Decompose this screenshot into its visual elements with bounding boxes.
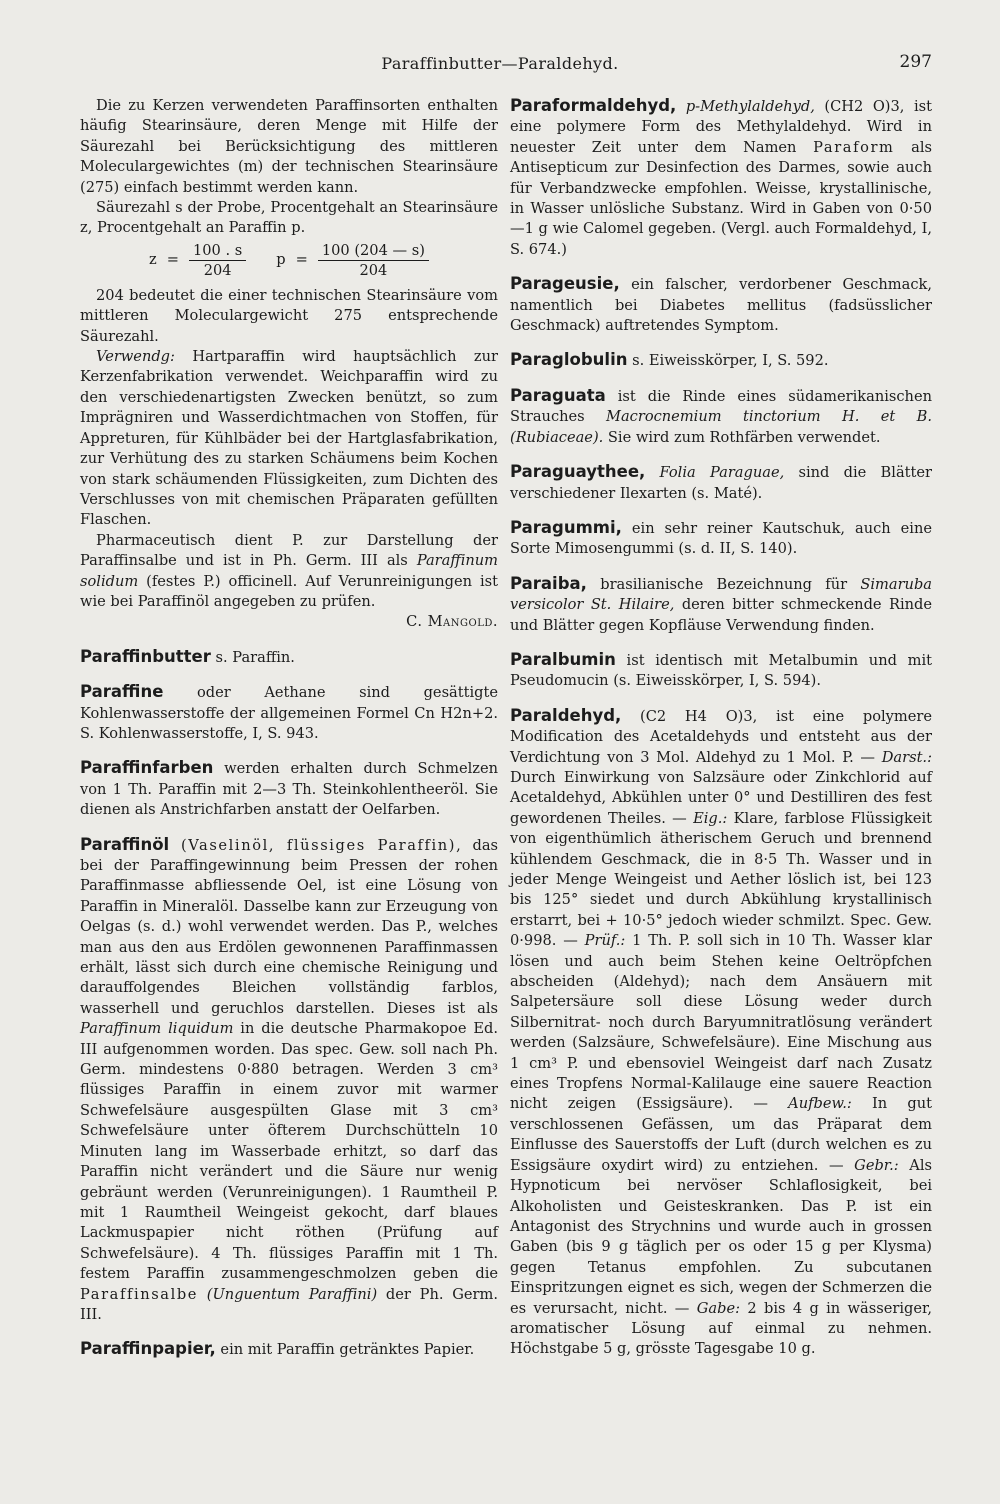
headword-paralbumin: Paralbumin	[510, 649, 616, 669]
entry-parageusie: Parageusie, ein falscher, verdorbener Geschmack, namentlich bei Diabetes mellitus (fadsüsslicher Geschmack) auftretendes Symptom.	[510, 274, 932, 335]
headword-paraguata: Paraguata	[510, 385, 606, 405]
formula-p-eq: =	[295, 251, 308, 269]
formula-z-numerator: 100 . s	[189, 241, 246, 261]
entry-paralbumin: Paralbumin ist identisch mit Metalbumin und mit Pseudomucin (s. Eiweisskörper, I, S. 594).	[510, 649, 932, 690]
entry-paraguaythee: Paraguaythee, Folia Paraguae, sind die Blätter verschiedener Ilexarten (s. Maté).	[510, 462, 932, 502]
headword-paraiba: Paraiba,	[510, 573, 587, 593]
headword-paragummi: Paragummi,	[510, 517, 622, 537]
left-column	[80, 96, 498, 1361]
entry-paraffinoel: Paraffinöl (Vaselinöl, flüssiges Paraffin), das bei der Paraffingewinnung beim Pressen der rohen Paraffinmasse abfliessende Oel, ist eine Lösung von Paraffin in Mineralöl. Dasselbe kann zur Erzeugung von Oelgas (s. d.) wohl verwendet werden. Das P., welches man aus den aus Erdölen gewonnenen Paraffinmassen erhält, lässt sich durch eine chemische Reinigung und darauffolgendes Bleichen vollständig farblos, wasserhell und geruchlos darstellen. Dieses ist als Paraffinum liquidum in die deutsche Pharmakopoe Ed. III aufgenommen worden. Das spec. Gew. soll nach Ph. Germ. mindestens 0·880 betragen. Werden 3 cm³ flüssiges Paraffin in einem zuvor mit warmer Schwefelsäure ausgespülten Glase mit 3 cm³ Schwefelsäure unter öfterem Durchschütteln 10 Minuten lang im Wasserbade erhitzt, so darf das Paraffin nicht verändert und die Säure nur wenig gebräunt werden (Verunreinigungen). 1 Raumtheil P. mit 1 Raumtheil Weingeist gekocht, darf blaues Lackmuspapier nicht röthen (Prüfung auf Schwefelsäure). 4 Th. flüssiges Paraffin mit 1 Th. festem Paraffin zusammengeschmolzen geben die Paraffinsalbe (Unguentum Paraffini) der Ph. Germ. III.	[80, 834, 499, 1323]
headword-paraguaythee: Paraguaythee,	[510, 462, 646, 482]
paragraph-stearin: Die zu Kerzen verwendeten Paraffinsorten enthalten häufig Stearinsäure, deren Menge mit Hilfe der Säurezahl bei Berücksichtigung des mittleren Moleculargewichtes (m) der technischen Stearinsäure (275) einfach bestimmt werden kann.	[80, 97, 498, 196]
entry-paraffine: Paraffine oder Aethane sind gesättigte Kohlenwasserstoffe der allgemeinen Formel Cn H2n+2. S. Kohlenwasserstoffe, I, S. 943.	[80, 682, 498, 742]
headword-paraglobulin: Paraglobulin	[510, 350, 628, 370]
formula-z-eq: =	[166, 251, 179, 269]
headword-paraffinoel: Paraffinöl	[80, 834, 170, 854]
label-verwendung: Verwendg:	[96, 348, 175, 366]
headword-paraformaldehyd: Paraformaldehyd,	[510, 96, 677, 115]
paragraph-definitions: Säurezahl s der Probe, Procentgehalt an Stearinsäure z, Procentgehalt an Paraffin p.	[80, 199, 498, 237]
formula-z-fraction	[189, 241, 246, 280]
entry-paraffinfarben: Paraffinfarben werden erhalten durch Schmelzen von 1 Th. Paraffin mit 2—3 Th. Steinkohlentheeröl. Sie dienen als Anstrichfarben anstatt der Oelfarben.	[80, 758, 498, 819]
entry-paraffinbutter: Paraffinbutter s. Paraffin.	[80, 646, 295, 666]
headword-paraffine: Paraffine	[80, 682, 164, 702]
entry-paraguata: Paraguata ist die Rinde eines südamerikanischen Strauches Macrocnemium tinctorium H. et B. (Rubiaceae). Sie wird zum Rothfärben verwendet.	[510, 385, 932, 446]
formula-p-numerator: 100 (204 — s)	[318, 241, 429, 261]
entry-paragummi: Paragummi, ein sehr reiner Kautschuk, auch eine Sorte Mimosengummi (s. d. II, S. 140).	[510, 517, 932, 558]
page-header	[0, 50, 1000, 80]
headword-parageusie: Parageusie,	[510, 274, 620, 294]
formula-p-var: p	[276, 251, 286, 269]
running-title: Paraffinbutter—Paraldehyd.	[381, 54, 619, 73]
right-column	[510, 96, 932, 1360]
headword-paraffinbutter: Paraffinbutter	[80, 646, 211, 666]
headword-paraffinfarben: Paraffinfarben	[80, 758, 214, 778]
formula-p-denominator: 204	[359, 261, 388, 279]
entry-paraldehyd: Paraldehyd, (C2 H4 O)3, ist eine polymere Modification des Acetaldehyds und entsteht aus der Verdichtung von 3 Mol. Aldehyd zu 1 Mol. P. — Darst.: Durch Einwirkung von Salzsäure oder Zinkchlorid auf Acetaldehyd, Abkühlen unter 0° und Destilliren des fest gewordenen Theiles. — Eig.: Klare, farblose Flüssigkeit von eigenthümlich ätherischem Geruch und brennend kühlendem Geschmack, die in 8·5 Th. Wasser und in jeder Menge Weingeist und Aether löslich ist, bei 123 bis 125° siedet und durch Abkühlung krystallinisch erstarrt, bei + 10·5° jedoch wieder schmilzt. Spec. Gew. 0·998. — Prüf.: 1 Th. P. soll sich in 10 Th. Wasser klar lösen und auch beim Stehen keine Oeltröpfchen abscheiden (Aldehyd); nach dem Ansäuern mit Salpetersäure soll diese Lösung weder durch Silbernitrat- noch durch Baryumnitratlösung verändert werden (Salzsäure, Schwefelsäure). Eine Mischung aus 1 cm³ P. und ebensoviel Weingeist darf nach Zusatz eines Tropfens Normal-Kalilauge eine sauere Reaction nicht zeigen (Essigsäure). — Aufbew.: In gut verschlossenen Gefässen, um das Präparat dem Einflusse des Sauerstoffs der Luft (durch welchen es zu Essigsäure oxydirt wird) zu entziehen. — Gebr.: Als Hypnoticum bei nervöser Schlaflosigkeit, bei Alkoholisten und Geisteskranken. Das P. ist ein Antagonist des Strychnins und wurde auch in grossen Gaben (bis 9 g täglich per os oder 15 g per Klysma) gegen Tetanus empfohlen. Zu subcutanen Einspritzungen eignet es sich, wegen der Schmerzen die es verursacht, nicht. — Gabe: 2 bis 4 g in wässeriger, aromatischer Lösung auf einmal zu nehmen. Höchstgabe 5 g, grösste Tagesgabe 10 g.	[510, 705, 932, 1358]
paragraph-204: 204 bedeutet die einer technischen Stearinsäure vom mittleren Moleculargewicht 275 entsprechende Säurezahl.	[80, 286, 498, 345]
formula	[80, 241, 498, 280]
formula-z-denominator: 204	[203, 261, 232, 279]
entry-paraglobulin: Paraglobulin s. Eiweisskörper, I, S. 592.	[510, 350, 829, 370]
formula-p-fraction	[318, 241, 429, 280]
entry-paraffinpapier: Paraffinpapier, ein mit Paraffin getränktes Papier.	[80, 1339, 475, 1359]
paragraph-pharmaceutisch: Pharmaceutisch dient P. zur Darstellung der Paraffinsalbe und ist in Ph. Germ. III als Paraffinum solidum (festes P.) officinell. Auf Verunreinigungen ist wie bei Paraffinöl angegeben zu prüfen.	[80, 531, 498, 610]
page-number: 297	[899, 52, 932, 72]
headword-paraldehyd: Paraldehyd,	[510, 705, 622, 725]
author-signature: C. Mangold.	[406, 613, 498, 631]
paragraph-verwendung: Verwendg: Hartparaffin wird hauptsächlich zur Kerzenfabrikation verwendet. Weichparaffin wird zu den verschiedenartigsten Zwecken benützt, so zum Imprägniren und Wasserdichtmachen von Stoffen, für Appreturen, für Kühlbäder bei der Hartglasfabrikation, zur Verhütung des zu starken Schäumens beim Kochen von stark schäumenden Flüssigkeiten, zum Dichten des Verschlusses von mit chemischen Präparaten gefüllten Flaschen.	[80, 348, 498, 529]
formula-z-var: z	[149, 251, 157, 269]
entry-paraiba: Paraiba, brasilianische Bezeichnung für Simaruba versicolor St. Hilaire, deren bitter schmeckende Rinde und Blätter gegen Kopfläuse Verwendung finden.	[510, 573, 932, 634]
entry-paraformaldehyd: Paraformaldehyd, p-Methylaldehyd, (CH2 O)3, ist eine polymere Form des Methylaldehyd. Wird in neuester Zeit unter dem Namen Paraform als Antisepticum zur Desinfection des Darmes, sowie auch für Verbandzwecke empfohlen. Weisse, krystallinische, in Wasser unlösliche Substanz. Wird in Gaben von 0·50—1 g wie Calomel gegeben. (Vergl. auch Formaldehyd, I, S. 674.)	[510, 96, 932, 258]
headword-paraffinpapier: Paraffinpapier,	[80, 1339, 216, 1359]
